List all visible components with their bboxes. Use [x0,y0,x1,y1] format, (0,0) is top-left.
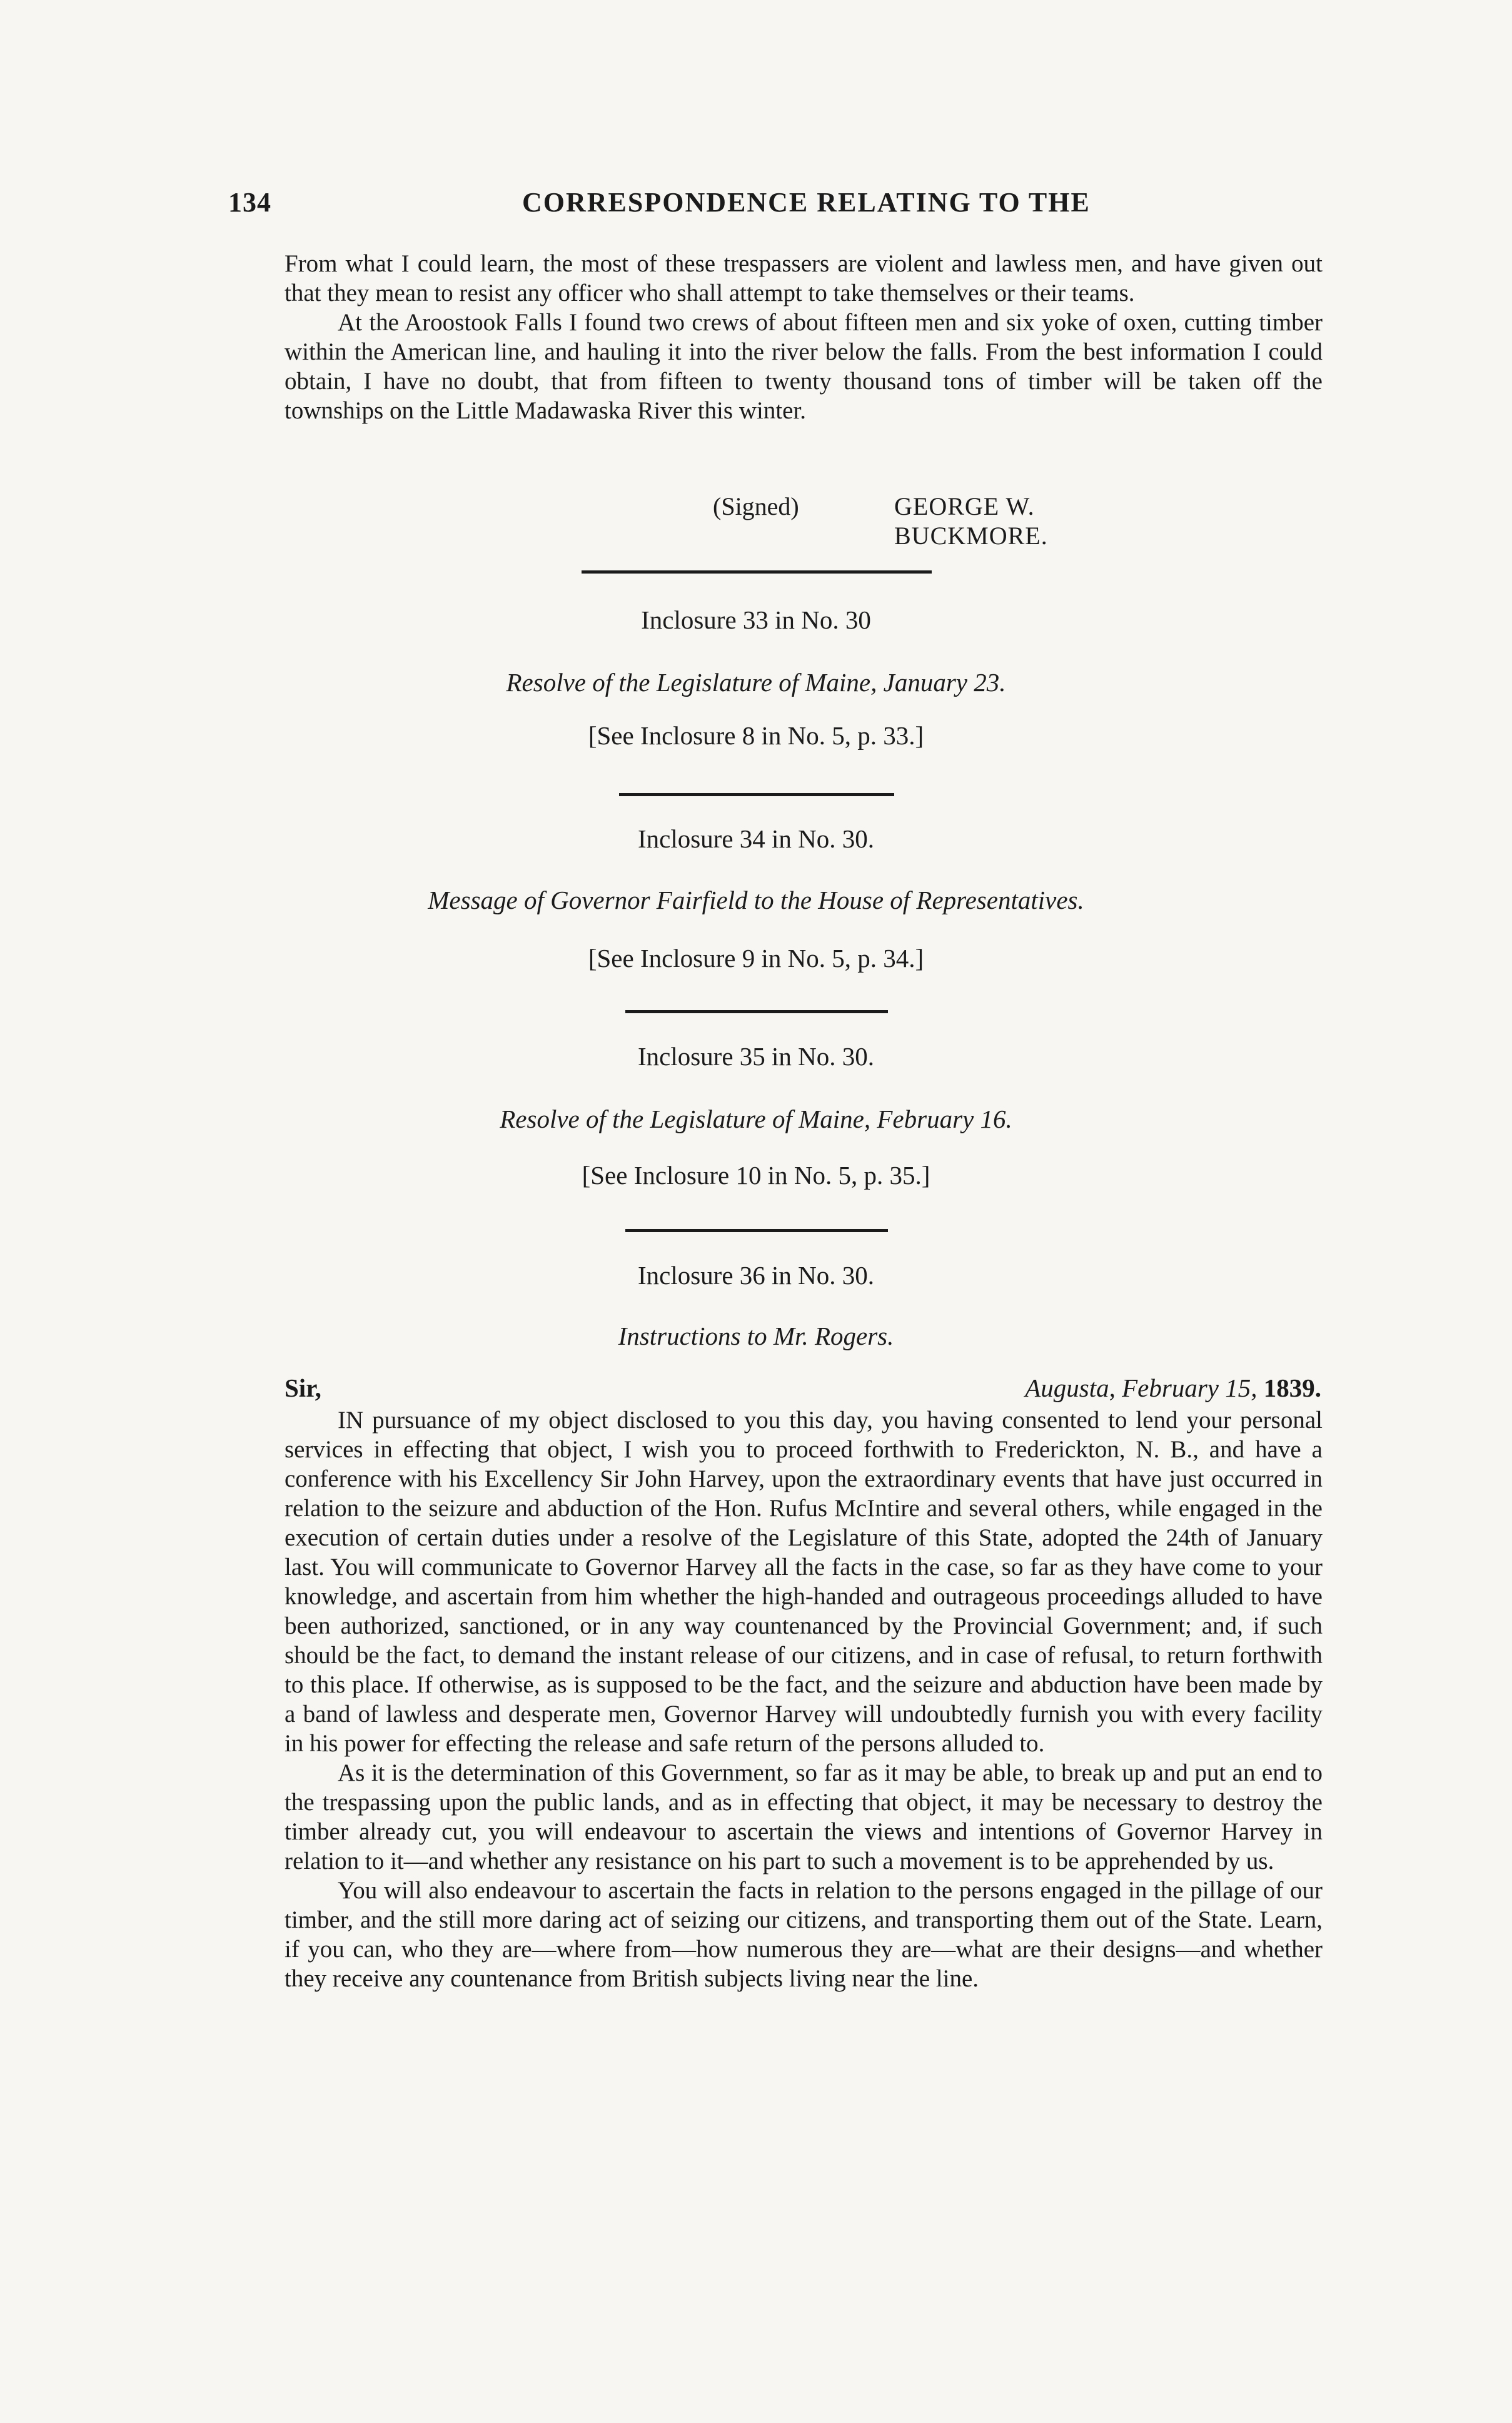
inclosure-36-heading: Inclosure 36 in No. 30. [637,1261,875,1290]
letter-body [285,1405,1323,1993]
opening-text [285,249,1323,425]
page-number: 134 [228,187,271,218]
opening-paragraph-2: At the Aroostook Falls I found two crews of about fifteen men and six yoke of oxen, cutting timber within the American line, and hauling it into the river below the falls. From the best information I could obtain, I have no doubt, that from fifteen to twenty thousand tons of timber will be taken off the townships on the Little Madawaska River this winter. [285,309,1323,424]
section-divider [625,1010,888,1013]
inclosure-34-reference: [See Inclosure 9 in No. 5, p. 34.] [588,944,924,973]
letter-date-place: Augusta, February 15, [1025,1373,1257,1402]
inclosure-33-heading: Inclosure 33 in No. 30 [641,605,871,634]
section-divider [582,570,932,574]
inclosure-36-title: Instructions to Mr. Rogers. [618,1322,894,1350]
section-divider [625,1229,888,1232]
opening-paragraph-1: From what I could learn, the most of these trespassers are violent and lawless men, and have given out that they mean to resist any officer who shall attempt to take themselves or their teams. [285,250,1323,306]
letter-salutation: Sir, [285,1373,321,1402]
inclosure-33-reference: [See Inclosure 8 in No. 5, p. 33.] [588,721,924,750]
letter-paragraph-1: IN pursuance of my object disclosed to you this day, you having consented to lend your personal services in effecting that object, I wish you to proceed forthwith to Frederickton, N. B., and have a conference with his Excellency Sir John Harvey, upon the extraordinary events that have just occurred in relation to the seizure and abduction of the Hon. Rufus McIntire and several others, while engaged in the execution of certain duties under a resolve of the Legislature of this State, adopted the 24th of January last. You will communicate to Governor Harvey all the facts in the case, so far as they have come to your knowledge, and ascertain from him whether the high-handed and outrageous proceedings alluded to have been authorized, sanctioned, or in any way countenanced by the Provincial Government; and, if such should be the fact, to demand the instant release of our citizens, and in case of refusal, to return forthwith to this place. If otherwise, as is supposed to be the fact, and the seizure and abduction have been made by a band of lawless and desperate men, Governor Harvey will undoubtedly furnish you with every facility in his power for effecting the release and safe return of the persons alluded to. [285,1407,1323,1757]
signed-label: (Signed) [713,492,799,520]
letter-date-year: 1839. [1263,1373,1321,1402]
inclosure-34-heading: Inclosure 34 in No. 30. [637,824,875,853]
letter-paragraph-2: As it is the determination of this Government, so far as it may be able, to break up and put an end to the trespassing upon the public lands, and as in effecting that object, it may be necessary to destroy the timber already cut, you will endeavour to ascertain the views and intentions of Governor Harvey in relation to it—and whether any resistance on his part to such a movement is to be apprehended by us. [285,1759,1323,1874]
section-divider [619,793,894,796]
inclosure-34-title: Message of Governor Fairfield to the House of Representatives. [428,886,1084,914]
letter-dateline [1025,1373,1321,1403]
signatory-name: GEORGE W. BUCKMORE. [894,492,1048,550]
inclosure-35-heading: Inclosure 35 in No. 30. [637,1042,875,1071]
page-header [228,186,1319,230]
running-title: CORRESPONDENCE RELATING TO THE [522,187,1091,218]
inclosure-33-title: Resolve of the Legislature of Maine, January 23. [506,668,1006,697]
inclosure-35-title: Resolve of the Legislature of Maine, February 16. [500,1105,1012,1133]
letter-paragraph-3: You will also endeavour to ascertain the facts in relation to the persons engaged in the pillage of our timber, and the still more daring act of seizing our citizens, and transporting them out of the State. Learn, if you can, who they are—where from—how numerous they are—what are their designs—and whether they receive any countenance from British subjects living near the line. [285,1877,1323,1992]
inclosure-35-reference: [See Inclosure 10 in No. 5, p. 35.] [582,1161,930,1190]
